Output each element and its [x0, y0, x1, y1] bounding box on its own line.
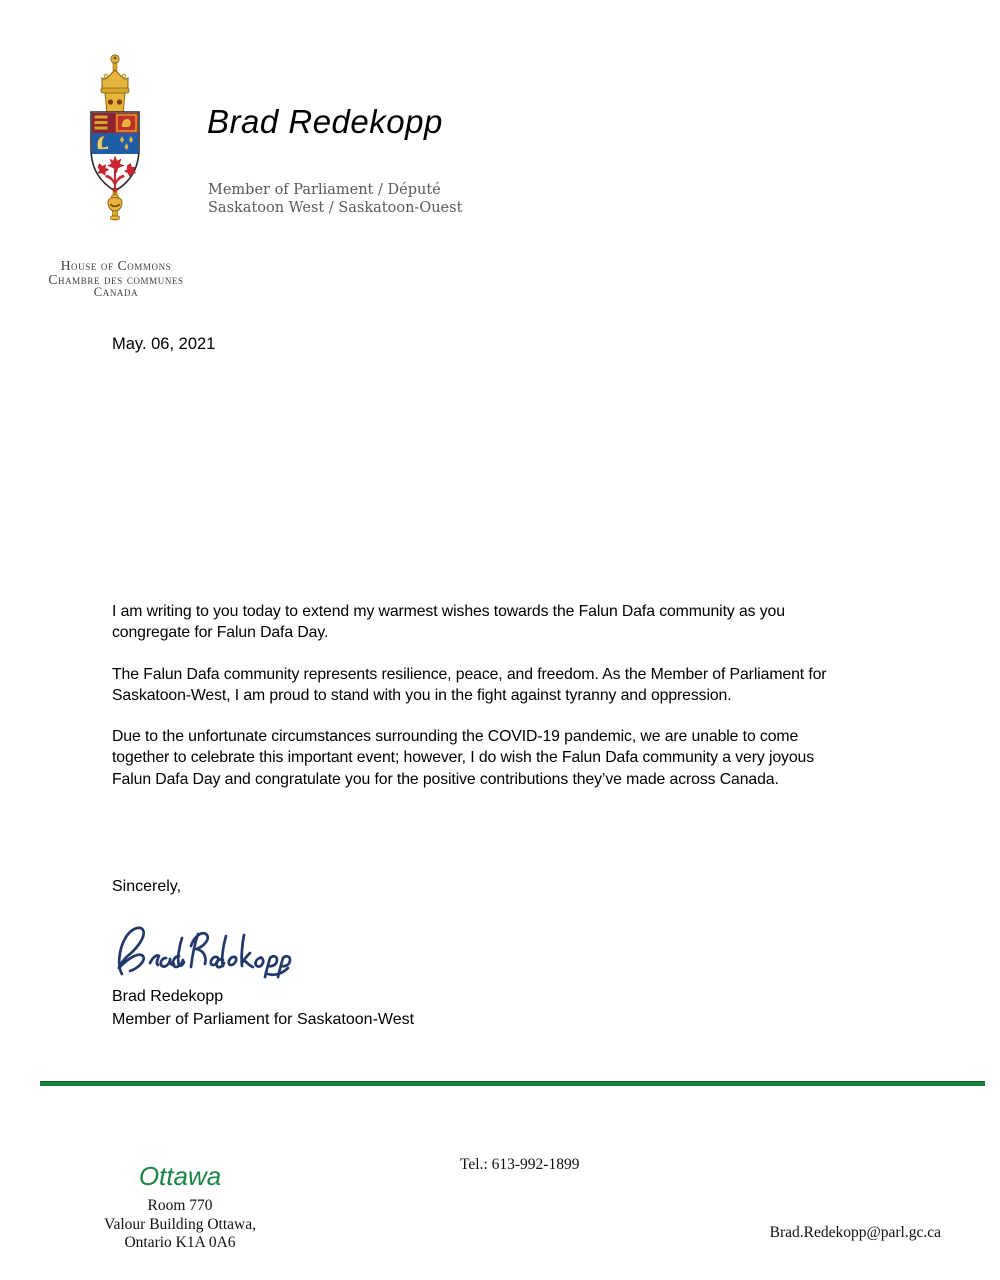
signer-name: Brad Redekopp: [112, 988, 224, 1005]
footer-city-label: Ottawa: [138, 1161, 222, 1191]
signer-title: Member of Parliament for Saskatoon-West: [112, 1010, 415, 1028]
footer-email: Brad.Redekopp@parl.gc.ca: [769, 1224, 941, 1241]
footer-divider: [40, 1081, 985, 1086]
letter-paragraph-3: Due to the unfortunate circumstances surrounding the COVID-19 pandemic, we are unable to come together to celebrate this important event; however, I do wish the Falun Dafa community a very joyous Falun Dafa Day and congratulate you for the positive contributions they’ve made across Canada.: [112, 728, 815, 788]
house-of-commons-crest-icon: [84, 52, 146, 224]
letter-body: [112, 601, 838, 810]
signer-block: [112, 986, 414, 1031]
org-name-block: [28, 259, 204, 299]
member-role-line2: Saskatoon West / Saskatoon-Ouest: [208, 199, 463, 216]
member-role-line1: Member of Parliament / Député: [208, 182, 441, 198]
org-line-canada: Canada: [93, 285, 139, 299]
footer-address-line2: Valour Building Ottawa,: [104, 1215, 256, 1233]
footer-address-block: [55, 1197, 305, 1253]
letter-closing: Sincerely,: [112, 878, 182, 895]
page-title-member-name: Brad Redekopp: [207, 103, 443, 140]
footer-address-line3: Ontario K1A 0A6: [124, 1234, 236, 1252]
org-line-chambre-des-communes: Chambre des communes: [48, 271, 184, 287]
letter-paragraph-2: The Falun Dafa community represents resilience, peace, and freedom. As the Member of Parliament for Saskatoon-West, I am proud to stand with you in the fight against tyranny and oppression.: [112, 665, 827, 704]
org-line-house-of-commons: House of Commons: [60, 258, 172, 273]
footer-address-line1: Room 770: [147, 1197, 213, 1214]
letter-date: May. 06, 2021: [112, 335, 216, 353]
footer-phone: Tel.: 613-992-1899: [460, 1156, 580, 1173]
member-role-block: [208, 182, 462, 217]
letter-paragraph-1: I am writing to you today to extend my warmest wishes towards the Falun Dafa community as you congregate for Falun Dafa Day.: [112, 603, 785, 642]
signature-handwriting: [110, 918, 295, 982]
